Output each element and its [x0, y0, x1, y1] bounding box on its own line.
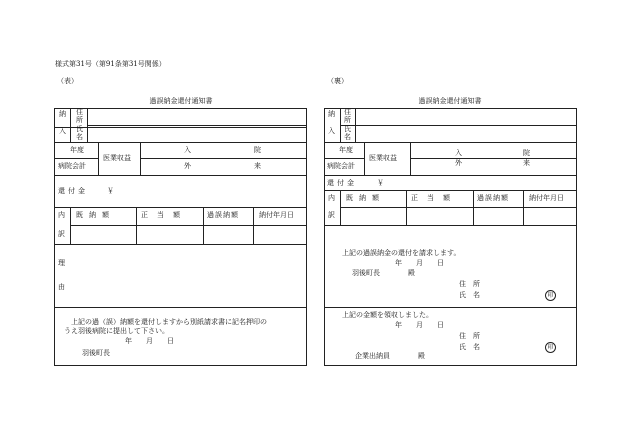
back-officer: 企業出納員 殿 [355, 352, 425, 360]
back-payer-char-1: 納 [328, 110, 335, 118]
front-title: 過誤納金還付通知書 [149, 97, 213, 105]
front-address-char-1: 住 [76, 108, 83, 116]
form-number: 様式第31号（第91条第31号関係） [55, 60, 166, 68]
back-col-paid-date: 納付年月日 [529, 194, 564, 202]
front-col-paid-date: 納付年月日 [259, 211, 294, 219]
front-outpatient-2: 来 [254, 162, 261, 170]
front-yen-sign: ￥ [107, 187, 114, 195]
back-name-char-2: 名 [344, 133, 351, 141]
back-refund-label: 還付金 [327, 179, 357, 187]
back-name-label-2: 氏 名 [459, 343, 480, 351]
back-receipt-text: 上記の金額を領収しました。 [342, 311, 433, 319]
front-notice-line-2: うえ羽後病院に提出して下さい。 [64, 327, 169, 335]
front-revenue-category: 医業収益 [103, 154, 131, 162]
back-yen-sign: ￥ [377, 179, 384, 187]
front-reason-char-1: 理 [58, 259, 65, 267]
back-claim-text: 上記の過誤納金の還付を請求します。 [342, 249, 461, 257]
front-fiscal-year: 年度 [70, 146, 84, 154]
back-receipt-date: 年 月 日 [395, 321, 444, 329]
back-address-label: 住 所 [459, 280, 480, 288]
front-reason-char-2: 由 [58, 283, 65, 291]
front-address-char-2: 所 [76, 116, 83, 124]
front-notice-line-1: 上記の過（誤）納額を還付しますから別紙請求書に記名押印の [71, 318, 267, 326]
back-breakdown-char-1: 内 [328, 194, 335, 202]
front-name-char-1: 氏 [76, 125, 83, 133]
front-refund-label: 還付金 [58, 187, 88, 195]
front-breakdown-char-2: 訳 [58, 230, 65, 238]
front-payer-char-1: 納 [59, 110, 66, 118]
back-label: （裏） [327, 77, 348, 85]
front-hospital-account: 病院会計 [58, 162, 86, 170]
front-outpatient-1: 外 [184, 162, 191, 170]
back-name-char-1: 氏 [344, 125, 351, 133]
front-col-correct: 正当額 [141, 211, 189, 219]
front-breakdown-char-1: 内 [58, 211, 65, 219]
front-col-overpaid: 過誤納額 [207, 211, 239, 219]
back-address-char-2: 所 [344, 116, 351, 124]
front-col-paid: 既納額 [76, 211, 115, 219]
back-outpatient-2: 来 [523, 159, 530, 167]
front-inpatient-2: 院 [254, 146, 261, 154]
front-inpatient-1: 入 [184, 146, 191, 154]
back-col-overpaid: 過誤納額 [477, 194, 509, 202]
front-issuer: 羽後町長 [82, 349, 110, 357]
front-date-line: 年 月 日 [125, 337, 174, 345]
back-frame [324, 108, 577, 366]
back-title: 過誤納金還付通知書 [418, 97, 482, 105]
back-seal-mark: 印 [545, 290, 556, 301]
back-claim-date: 年 月 日 [395, 259, 444, 267]
back-hospital-account: 病院会計 [327, 162, 355, 170]
front-label: （表） [57, 77, 78, 85]
back-seal-mark-2: 印 [545, 342, 556, 353]
back-inpatient-1: 入 [455, 149, 462, 157]
back-claim-to: 羽後町長 殿 [352, 269, 415, 277]
back-col-paid: 既納額 [346, 194, 385, 202]
back-breakdown-char-2: 訳 [328, 211, 335, 219]
back-revenue-category: 医業収益 [369, 154, 397, 162]
back-inpatient-2: 院 [523, 149, 530, 157]
back-col-correct: 正当額 [411, 194, 459, 202]
back-address-label-2: 住 所 [459, 332, 480, 340]
back-address-char-1: 住 [344, 108, 351, 116]
back-payer-char-2: 入 [328, 127, 335, 135]
front-payer-char-2: 入 [59, 127, 66, 135]
back-name-label: 氏 名 [459, 291, 480, 299]
front-name-char-2: 名 [76, 133, 83, 141]
back-outpatient-1: 外 [455, 159, 462, 167]
back-fiscal-year: 年度 [339, 146, 353, 154]
